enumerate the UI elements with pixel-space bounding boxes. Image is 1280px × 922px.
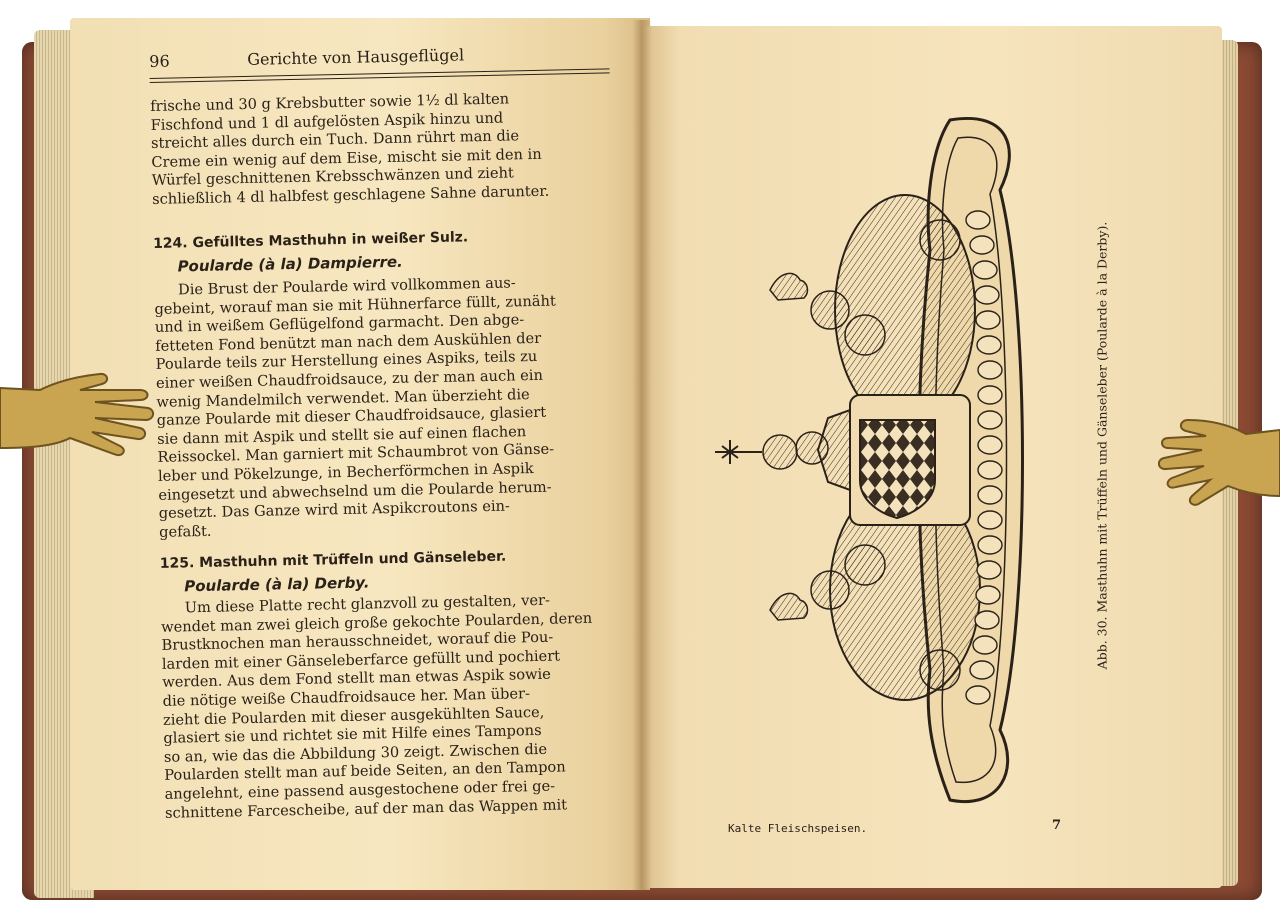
text-line: Fischfond und 1 dl aufgelösten Aspik hinzu und	[150, 109, 504, 134]
text-line: zieht die Poularden mit dieser ausgekühlten Sauce,	[162, 703, 545, 729]
figure-caption	[1092, 210, 1112, 690]
text-line: werden. Aus dem Fond stellt man etwas Aspik sowie	[162, 666, 552, 692]
text-line: Poularde teils zur Herstellung eines Aspiks, teils zu	[155, 348, 538, 374]
text-line: Um diese Platte recht glanzvoll zu gestalten, ver-	[184, 591, 551, 617]
text-line: eingesetzt und abwechselnd um die Poularde herum-	[158, 478, 552, 504]
running-head	[149, 42, 609, 76]
book-gutter	[632, 20, 652, 890]
text-line: leber und Pökelzunge, in Becherförmchen in Aspik	[157, 459, 534, 485]
text-line: gefaßt.	[158, 522, 212, 541]
recipe-125-subtitle: Poularde (à la) Derby.	[184, 573, 370, 596]
rooster-bottom	[770, 593, 807, 620]
coat-of-arms	[860, 420, 935, 518]
text-line: frische und 30 g Krebsbutter sowie 1½ dl kalten	[150, 90, 510, 115]
recipe-125-paragraph	[161, 590, 626, 823]
engraving-illustration	[700, 110, 1080, 810]
text-line: larden mit einer Gänseleberfarce gefüllt und pochiert	[161, 647, 561, 673]
ornament	[715, 440, 762, 464]
page-number: 96	[149, 51, 170, 71]
text-line: Die Brust der Poularde wird vollkommen aus-	[177, 274, 516, 299]
header-rule	[150, 68, 610, 83]
text-line: fetteten Fond benützt man nach dem Auskühlen der	[155, 329, 542, 355]
text-line: wendet man zwei gleich große gekochte Poularden, deren	[160, 609, 593, 636]
text-line: glasiert sie und richtet sie mit Hilfe eines Tampons	[163, 722, 542, 747]
rooster-top	[770, 273, 807, 300]
text-line: Poularden stellt man auf beide Seiten, an den Tampon	[164, 758, 566, 785]
text-line: einer weißen Chaudfroidsauce, zu der man auch ein	[155, 366, 544, 392]
text-line: wenig Mandelmilch verwendet. Man überzieht die	[156, 385, 530, 411]
text-line: angelehnt, eine passend ausgestochene oder frei ge-	[164, 777, 556, 803]
recipe-124-title: 124. Gefülltes Masthuhn in weißer Sulz.	[152, 229, 469, 252]
intro-paragraph	[150, 88, 612, 209]
text-line: schnittene Farcescheibe, auf der man das Wappen mit	[164, 795, 568, 822]
text-line: die nötige weiße Chaudfroidsauce her. Man über-	[162, 685, 531, 710]
text-line: Reissockel. Man garniert mit Schaumbrot von Gänse-	[157, 440, 555, 467]
signature-line: Kalte Fleischspeisen.	[728, 822, 868, 835]
text-line: Würfel geschnittenen Krebsschwänzen und zieht	[151, 164, 514, 190]
recipe-124-paragraph	[154, 272, 619, 542]
text-line: gesetzt. Das Ganze wird mit Aspikcroutons ein-	[158, 497, 511, 523]
text-line: Creme ein wenig auf dem Eise, mischt sie mit den in	[151, 145, 542, 171]
recipe-124-subtitle: Poularde (à la) Dampierre.	[177, 252, 403, 276]
text-line: sie dann mit Aspik und stellt sie auf einen flachen	[157, 422, 527, 448]
text-line: ganze Poularde mit dieser Chaudfroidsauce, glasiert	[156, 403, 547, 430]
text-line: so an, wie das die Abbildung 30 zeigt. Zwischen die	[163, 740, 548, 766]
text-line: gebeint, worauf man sie mit Hühnerfarce füllt, zunäht	[154, 292, 556, 318]
text-line: streicht alles durch ein Tuch. Dann rührt man die	[150, 127, 520, 153]
text-line: schließlich 4 dl halbfest geschlagene Sahne darunter.	[151, 182, 550, 208]
signature-number: 7	[1052, 818, 1062, 833]
running-head-title: Gerichte von Hausgeflügel	[247, 45, 465, 69]
figure-caption-text: Abb. 30. Masthuhn mit Trüffeln und Gänseleber (Poularde à la Derby).	[1094, 221, 1110, 670]
text-line: und in weißem Geflügelfond garmacht. Den abge-	[154, 311, 525, 337]
left-page-text	[148, 0, 626, 872]
brass-hand-right	[1158, 416, 1280, 512]
brass-hand-left	[0, 368, 155, 468]
text-line: Brustknochen man herausschneidet, worauf die Pou-	[161, 628, 554, 655]
recipe-125-title: 125. Masthuhn mit Trüffeln und Gänseleber.	[159, 548, 507, 572]
